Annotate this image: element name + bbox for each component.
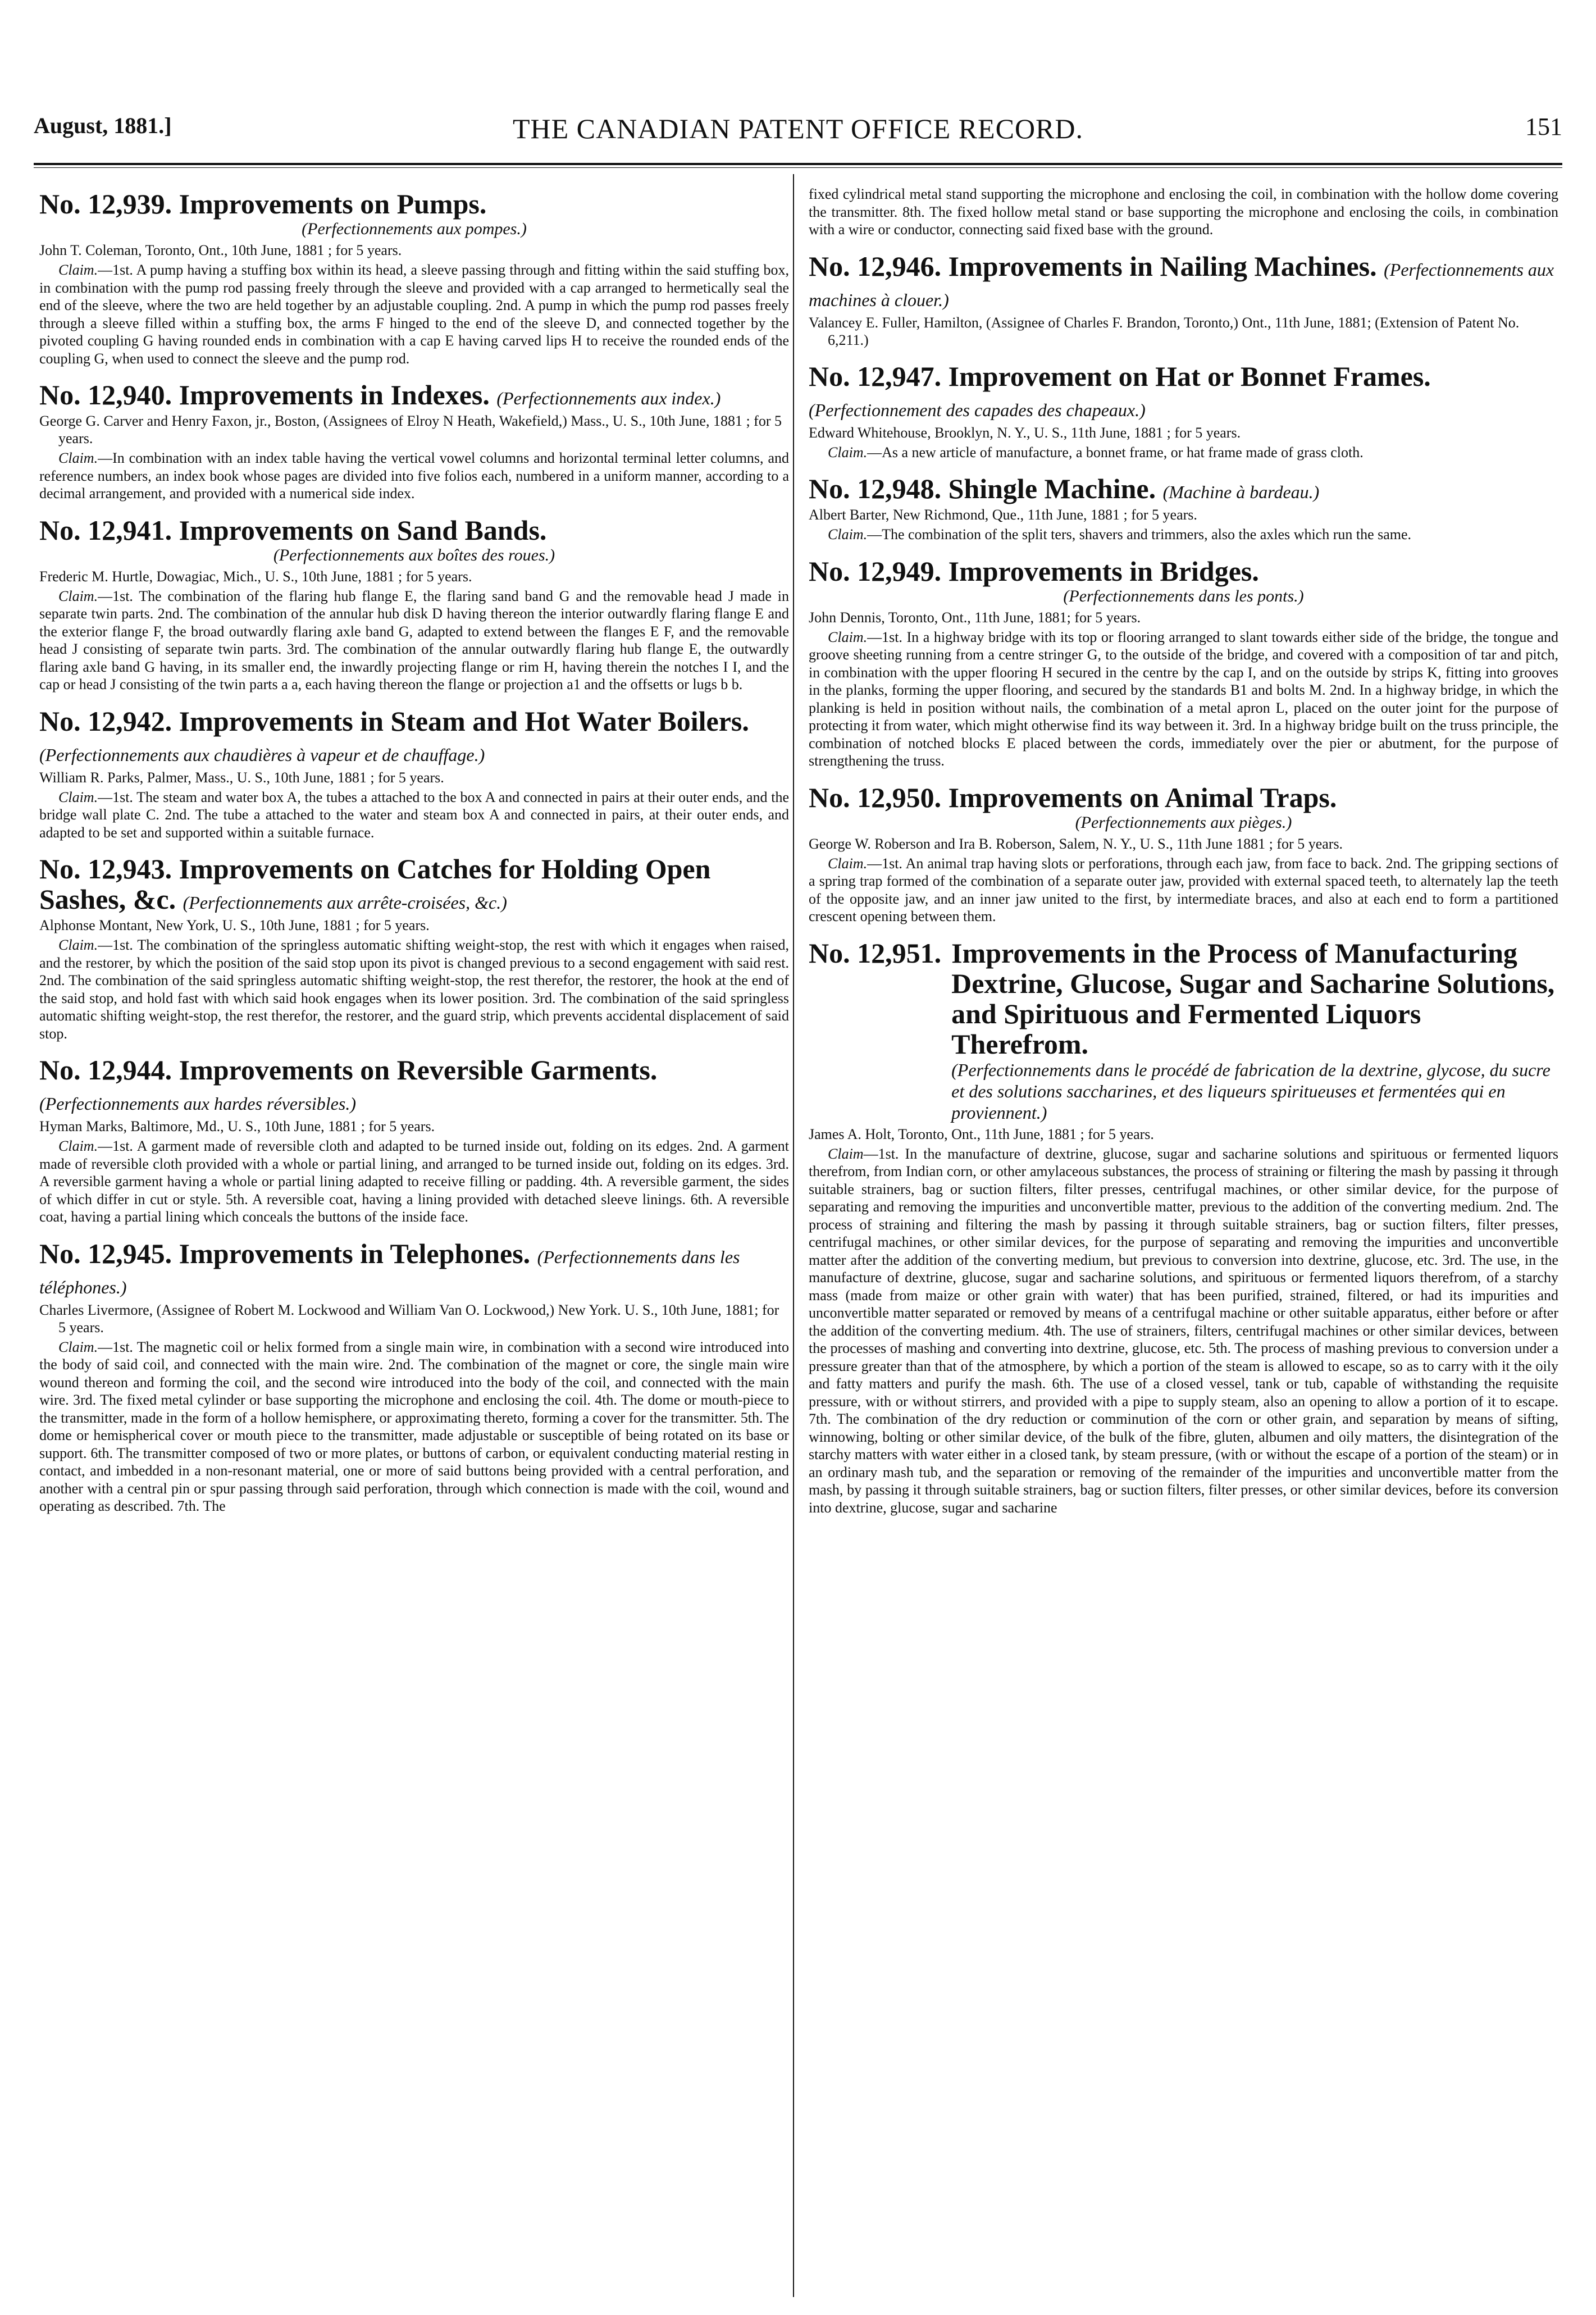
issue-date: August, 1881.] (34, 113, 172, 138)
left-column (39, 185, 789, 2297)
header-rule (34, 163, 1562, 168)
patent-number: No. 12,943. (39, 853, 172, 885)
claim-label: Claim. (58, 262, 98, 278)
claim-text (39, 587, 789, 694)
french-title: (Perfectionnements aux machines à clouer.) (809, 259, 1554, 310)
entry-heading (39, 706, 789, 767)
entry-heading (39, 1055, 789, 1115)
inventor-line: John T. Coleman, Toronto, Ont., 10th June, 1881 ; for 5 years. (39, 242, 402, 258)
claim-label: Claim. (58, 789, 98, 805)
entry-heading (809, 251, 1558, 312)
patent-number: No. 12,942. (39, 705, 172, 737)
inventor-line: Frederic M. Hurtle, Dowagiac, Mich., U. S., 10th June, 1881 ; for 5 years. (39, 568, 472, 585)
claim-label: Claim. (58, 587, 98, 604)
claim-text (809, 1145, 1558, 1517)
patent-title: Shingle Machine. (948, 473, 1156, 504)
claim-text (39, 1338, 789, 1515)
patent-title: Improvements on Reversible Garments. (179, 1054, 658, 1086)
claim-continuation: fixed cylindrical metal stand supporting the microphone and enclosing the coil, in combination with the hollow dome covering the transmitter. 8th. The fixed hollow metal stand or base supporting the microphone and enclosing the coils, in combination with a wire or conductor, connecting said fixed base with the ground. (809, 186, 1558, 238)
entry-heading (39, 1238, 789, 1299)
patent-entry-12942 (39, 706, 789, 842)
patent-number: No. 12,946. (809, 250, 942, 282)
patent-entry-12951 (809, 938, 1558, 1517)
claim-label: Claim. (828, 855, 868, 872)
claim-label: Claim. (58, 937, 98, 953)
inventor-line: Edward Whitehouse, Brooklyn, N. Y., U. S., 11th June, 1881 ; for 5 years. (809, 424, 1241, 441)
claim-label: Claim. (828, 444, 868, 461)
french-title: (Perfectionnements aux pompes.) (302, 220, 527, 238)
inventor-line: William R. Parks, Palmer, Mass., U. S., 10th June, 1881 ; for 5 years. (39, 769, 444, 786)
column-divider (793, 174, 794, 2297)
entry-heading (39, 189, 789, 219)
claim-text (39, 1137, 789, 1226)
patent-number: No. 12,944. (39, 1054, 172, 1086)
inventor-line: James A. Holt, Toronto, Ont., 11th June, 1881 ; for 5 years. (809, 1125, 1154, 1142)
patent-title: Improvements in Nailing Machines. (948, 250, 1377, 282)
claim-label: Claim. (58, 1138, 98, 1154)
claim-body: —1st. In a highway bridge with its top or flooring arranged to slant towards either side of the bridge, the tongue and groove sheeting running from a centre stringer G, to the outside of the bridge, and covered with a composition of tar and pitch, in combination with the upper flooring H secured in the centre by the cap I, and on the outside by strips K, fitting into grooves in the planks, forming the upper flooring, and secured by the standards B1 and bolts M. 2nd. In a highway bridge, in which the planking is held in position without nails, the combination of a metal apron L, placed on the outer joint for the purpose of protecting it from water, which might otherwise find its way between it. 3rd. In a highway bridge built on the truss principle, the combination of notched blocks E placed between the cords, immediately over the pier or abutment, for the purpose of strengthening the truss. (809, 628, 1558, 769)
patent-entry-12941 (39, 515, 789, 694)
inventor-line: Albert Barter, New Richmond, Que., 11th June, 1881 ; for 5 years. (809, 507, 1197, 523)
claim-body: —1st. The magnetic coil or helix formed from a single main wire, in combination with a second wire introduced into the body of said coil, and connected with the main wire. 2nd. The combination of the magnet or core, the single main wire wound thereon and forming the coil, and the second wire introduced into the body of the coil, and connected with the main wire. 3rd. The fixed metal cylinder or base supporting the microphone and enclosing the coil. 4th. The dome or mouth-piece to the transmitter, made in the form of a hollow hemisphere, or approximating thereto, forming a cover for the transmitter. 5th. The dome or hemispherical cover or mouth piece to the transmitter, made adjustable or susceptible of being rotated on its base or support. 6th. The transmitter composed of two or more plates, or buttons of carbon, or equivalent conducting material resting in contact, and imbedded in a non-resonant material, one or more of said buttons being provided with a central perforation, and another with a central pin or spur passing through said perforation, through which connection is made with the coil, wound and operating as described. 7th. The (39, 1338, 789, 1514)
patent-number: No. 12,950. (809, 781, 942, 813)
patent-title: Improvement on Hat or Bonnet Frames. (948, 360, 1431, 392)
claim-text (809, 855, 1558, 926)
inventor-line: John Dennis, Toronto, Ont., 11th June, 1881; for 5 years. (809, 609, 1141, 626)
claim-text (39, 789, 789, 842)
entry-heading (39, 380, 789, 410)
claim-text (39, 936, 789, 1042)
patent-title: Improvements on Animal Traps. (948, 781, 1337, 813)
french-title: (Perfectionnements aux pièges.) (1075, 813, 1292, 832)
title-block (951, 938, 1558, 1123)
claim-label: Claim. (58, 450, 98, 466)
claim-body: —1st. A pump having a stuffing box within its head, a sleeve passing through and fitting within the said stuffing box, in combination with the pump rod passing freely through the sleeve and provided with a cap arranged to hermetically seal the end of the sleeve, where the two are held together by an adjustable coupling. 2nd. A pump in which the pump rod passes freely through a sleeve filled within a stuffing box, the arms F hinged to the end of the sleeve D, and connected together by the pivoted coupling G having rounded ends in combination with a cap E having carved lips H to receive the rounded ends of the coupling G, when used to connect the sleeve and the pump rod. (39, 262, 789, 367)
entry-heading (809, 556, 1558, 586)
french-title: (Perfectionnement des capades des chapeaux.) (809, 399, 1146, 420)
french-title: (Perfectionnements dans le procédé de fabrication de la dextrine, glycose, du sucre et des solutions saccharines, et des liqueurs spiritueuses et fermentées qui en proviennent.) (951, 1059, 1551, 1123)
inventor-line: Valancey E. Fuller, Hamilton, (Assignee of Charles F. Brandon, Toronto,) Ont., 11th June, 1881; (Extension of Patent No. 6,211.) (809, 314, 1520, 348)
claim-body: —In combination with an index table having the vertical vowel columns and horizontal terminal letter columns, and reference numbers, an index book whose pages are divided into five folios each, numbered in a uniform manner, according to a decimal arrangement, and provided with a numerical side index. (39, 450, 789, 502)
patent-title: Improvements on Sand Bands. (179, 514, 547, 546)
claim-body: —1st. In the manufacture of dextrine, glucose, sugar and sacharine solutions and spirituous or fermented liquors therefrom, from Indian corn, or other amylaceous substances, the process of straining or filtering the mash by passing it through suitable strainers, bag or suction filters, filter presses, centrifugal machines, or other similar device, for the purpose of separating and removing the impurities and unconvertible matter, previous to the addition of the converting medium. 2nd. The process of straining and filtering the mash by passing it through suitable strainers, bag or suction filters, filter presses, centrifugal machines, or other similar devices, for the purpose of separating and removing the impurities and unconvertible matter after the addition of the converting medium, but previous to conversion into dextrine, glucose, etc. 3rd. The use, in the manufacture of dextrine, glucose, sugar and sacharine solutions, and spirituous or fermented liquors therefrom, of a starchy mass (made from maize or other grain with water) that has been purified, strained, filtered, or had its impurities and unconvertible matter separated or removed by means of a centrifugal machine or other suitable apparatus, either before or after the addition of the converting medium. 4th. The use of strainers, filters, centrifugal machines or other similar devices, between the processes of mashing and converting into dextrine, glucose, etc. 5th. The process of mashing previous to conversion under a pressure greater than that of the atmosphere, by which a portion of the steam is allowed to escape, so as to carry with it the oily and fatty matters and purify the mash. 6th. The use of a closed vessel, tank or tub, capable of withstanding the requisite pressure, with or without stirrers, and provided with a pipe to supply steam, also an opening to allow a portion of it to escape. 7th. The combination of the dry reduction or comminution of the corn or other grain, and separation by means of sifting, winnowing, bolting or other similar device, of the bulk of the fibre, gluten, albumen and oily matters, the disintegration of the starchy matters with water either in a closed tank, by steam pressure, (with or without the escape of a portion of the steam) or in an ordinary mash tub, and the separation or removing of the remainder of the impurities and unconvertible matter from the mash, by passing it through suitable strainers, bag or suction filters, filter presses, or other similar devices, before its conversion into dextrine, glucose, sugar and sacharine (809, 1145, 1558, 1516)
patent-entry-12949 (809, 556, 1558, 770)
patent-entry-12948 (809, 473, 1558, 544)
claim-text (809, 526, 1558, 544)
french-title: (Perfectionnements dans les ponts.) (1063, 586, 1304, 605)
patent-title: Improvements in Telephones. (179, 1237, 531, 1269)
french-title: (Perfectionnements aux arrête-croisées, &c.) (183, 892, 507, 913)
claim-label: Claim. (58, 1338, 98, 1355)
claim-text (809, 628, 1558, 770)
entry-heading (809, 361, 1558, 422)
patent-entry-12947 (809, 361, 1558, 462)
publication-title: THE CANADIAN PATENT OFFICE RECORD. (512, 113, 1084, 144)
claim-text (39, 261, 789, 367)
patent-entry-12939 (39, 189, 789, 367)
claim-body: —1st. The steam and water box A, the tubes a attached to the box A and connected in pairs at their outer ends, and the bridge wall plate C. 2nd. The tube a attached to the water and steam box A and connected in pairs, at their outer ends, and adapted to be set and supported within a suitable furnace. (39, 789, 789, 841)
patent-title: Improvements in Steam and Hot Water Boilers. (179, 705, 749, 737)
inventor-line: George W. Roberson and Ira B. Roberson, Salem, N. Y., U. S., 11th June 1881 ; for 5 years. (809, 835, 1343, 852)
entry-heading (809, 938, 1558, 1123)
claim-body: —1st. An animal trap having slots or perforations, through each jaw, from face to back. 2nd. The gripping sections of a spring trap formed of the combination of a separate outer jaw, provided with external spaced teeth, to alternately lap the teeth of the opposite jaw, and an inner jaw united to the first, by intermediate braces, and also at each end to form a partitioned crescent opening between them. (809, 855, 1558, 924)
inventor-line: Hyman Marks, Baltimore, Md., U. S., 10th June, 1881 ; for 5 years. (39, 1118, 435, 1134)
claim-body: —The combination of the split ters, shavers and trimmers, also the axles which run the same. (867, 526, 1412, 543)
french-title: (Perfectionnements dans les téléphones.) (39, 1246, 740, 1297)
french-title: (Machine à bardeau.) (1162, 482, 1320, 502)
patent-title: Improvements in the Process of Manufacturing Dextrine, Glucose, Sugar and Sacharine Solutions, and Spirituous and Fermented Liquors Therefrom. (951, 937, 1555, 1060)
patent-title: Improvements in Bridges. (948, 555, 1259, 587)
patent-number: No. 12,945. (39, 1237, 172, 1269)
french-title: (Perfectionnements aux chaudières à vapeur et de chauffage.) (39, 744, 485, 765)
french-title: (Perfectionnements aux index.) (496, 388, 721, 408)
claim-text (39, 449, 789, 503)
entry-heading (809, 782, 1558, 813)
page-header (34, 112, 1562, 152)
patent-number: No. 12,941. (39, 514, 172, 546)
right-column (809, 185, 1558, 2297)
page-number: 151 (1525, 113, 1562, 140)
claim-text (809, 444, 1558, 462)
entry-heading (39, 515, 789, 545)
patent-title: Improvements on Pumps. (179, 188, 487, 220)
patent-entry-12945 (39, 1238, 789, 1515)
patent-number: No. 12,940. (39, 379, 172, 411)
claim-body: —1st. A garment made of reversible cloth and adapted to be turned inside out, folding on its edges. 2nd. A garment made of reversible cloth provided with a whole or partial lining, and arranged to be turned inside out, folding on its edges. 3rd. A reversible garment having a whole or partial lining adapted to receive filling or padding. 4th. A reversible garment, the sides of which differ in cut or style. 5th. A reversible coat, having a lining provided with detached sleeve linings. 6th. A reversible coat, having a partial lining which conceals the buttons of the inside face. (39, 1138, 789, 1225)
patent-entry-12940 (39, 380, 789, 503)
inventor-line: George G. Carver and Henry Faxon, jr., Boston, (Assignees of Elroy N Heath, Wakefield,) Mass., U. S., 10th June, 1881 ; for 5 years. (39, 413, 782, 446)
patent-entry-12944 (39, 1055, 789, 1226)
claim-label: Claim. (828, 526, 868, 543)
patent-entry-12943 (39, 854, 789, 1042)
inventor-line: Alphonse Montant, New York, U. S., 10th June, 1881 ; for 5 years. (39, 917, 430, 933)
patent-number: No. 12,951. (809, 937, 942, 969)
claim-label: Claim. (828, 628, 868, 645)
french-title: (Perfectionnements aux hardes réversibles.) (39, 1093, 356, 1114)
claim-label: Claim (828, 1145, 864, 1162)
patent-number: No. 12,947. (809, 360, 942, 392)
patent-number: No. 12,939. (39, 188, 172, 220)
inventor-line: Charles Livermore, (Assignee of Robert M. Lockwood and William Van O. Lockwood,) New York. U. S., 10th June, 1881; for 5 years. (39, 1301, 779, 1336)
patent-number: No. 12,948. (809, 473, 942, 504)
claim-body: —1st. The combination of the springless automatic shifting weight-stop, the rest with which it engages when raised, and the restorer, by which the position of the said stop upon its pivot is changed previous to a second engagement with said rest. 2nd. The combination of the said springless automatic shifting weight-stop, the rest therefor, the restorer, the hook at the end of the said stop, and hold fast with which said hook engages when its lower position. 3rd. The combination of the said springless automatic shifting weight-stop, the rest therefor, the restorer, and the guard strip, which prevents accidental displacement of said stop. (39, 937, 789, 1042)
patent-entry-12950 (809, 782, 1558, 926)
patent-entry-12946 (809, 251, 1558, 349)
claim-body: —1st. The combination of the flaring hub flange E, the flaring sand band G and the removable head J made in separate twin parts. 2nd. The combination of the annular hub disk D having thereon the interior outwardly flaring flange E and the exterior flange F, the broad outwardly flaring axle band G, adapted to extend between the flanges E F, and the removable head J consisting of separate twin parts. 3rd. The combination of the annular outwardly flaring hub flange E, the outwardly flaring axle band G having, in its smaller end, the inwardly projecting flange or rim H, having therein the notches I I, and the cap or head J consisting of the twin parts a a, each having thereon the flange or projection a1 and the offsetts or lugs b b. (39, 587, 789, 692)
patent-title: Improvements in Indexes. (179, 379, 490, 411)
patent-title: Improvements on Catches for Holding Open Sashes, &c. (39, 853, 711, 915)
entry-heading (809, 473, 1558, 504)
claim-body: —As a new article of manufacture, a bonnet frame, or hat frame made of grass cloth. (867, 444, 1364, 461)
french-title: (Perfectionnements aux boîtes des roues.) (273, 545, 555, 564)
entry-heading (39, 854, 789, 914)
patent-number: No. 12,949. (809, 555, 942, 587)
